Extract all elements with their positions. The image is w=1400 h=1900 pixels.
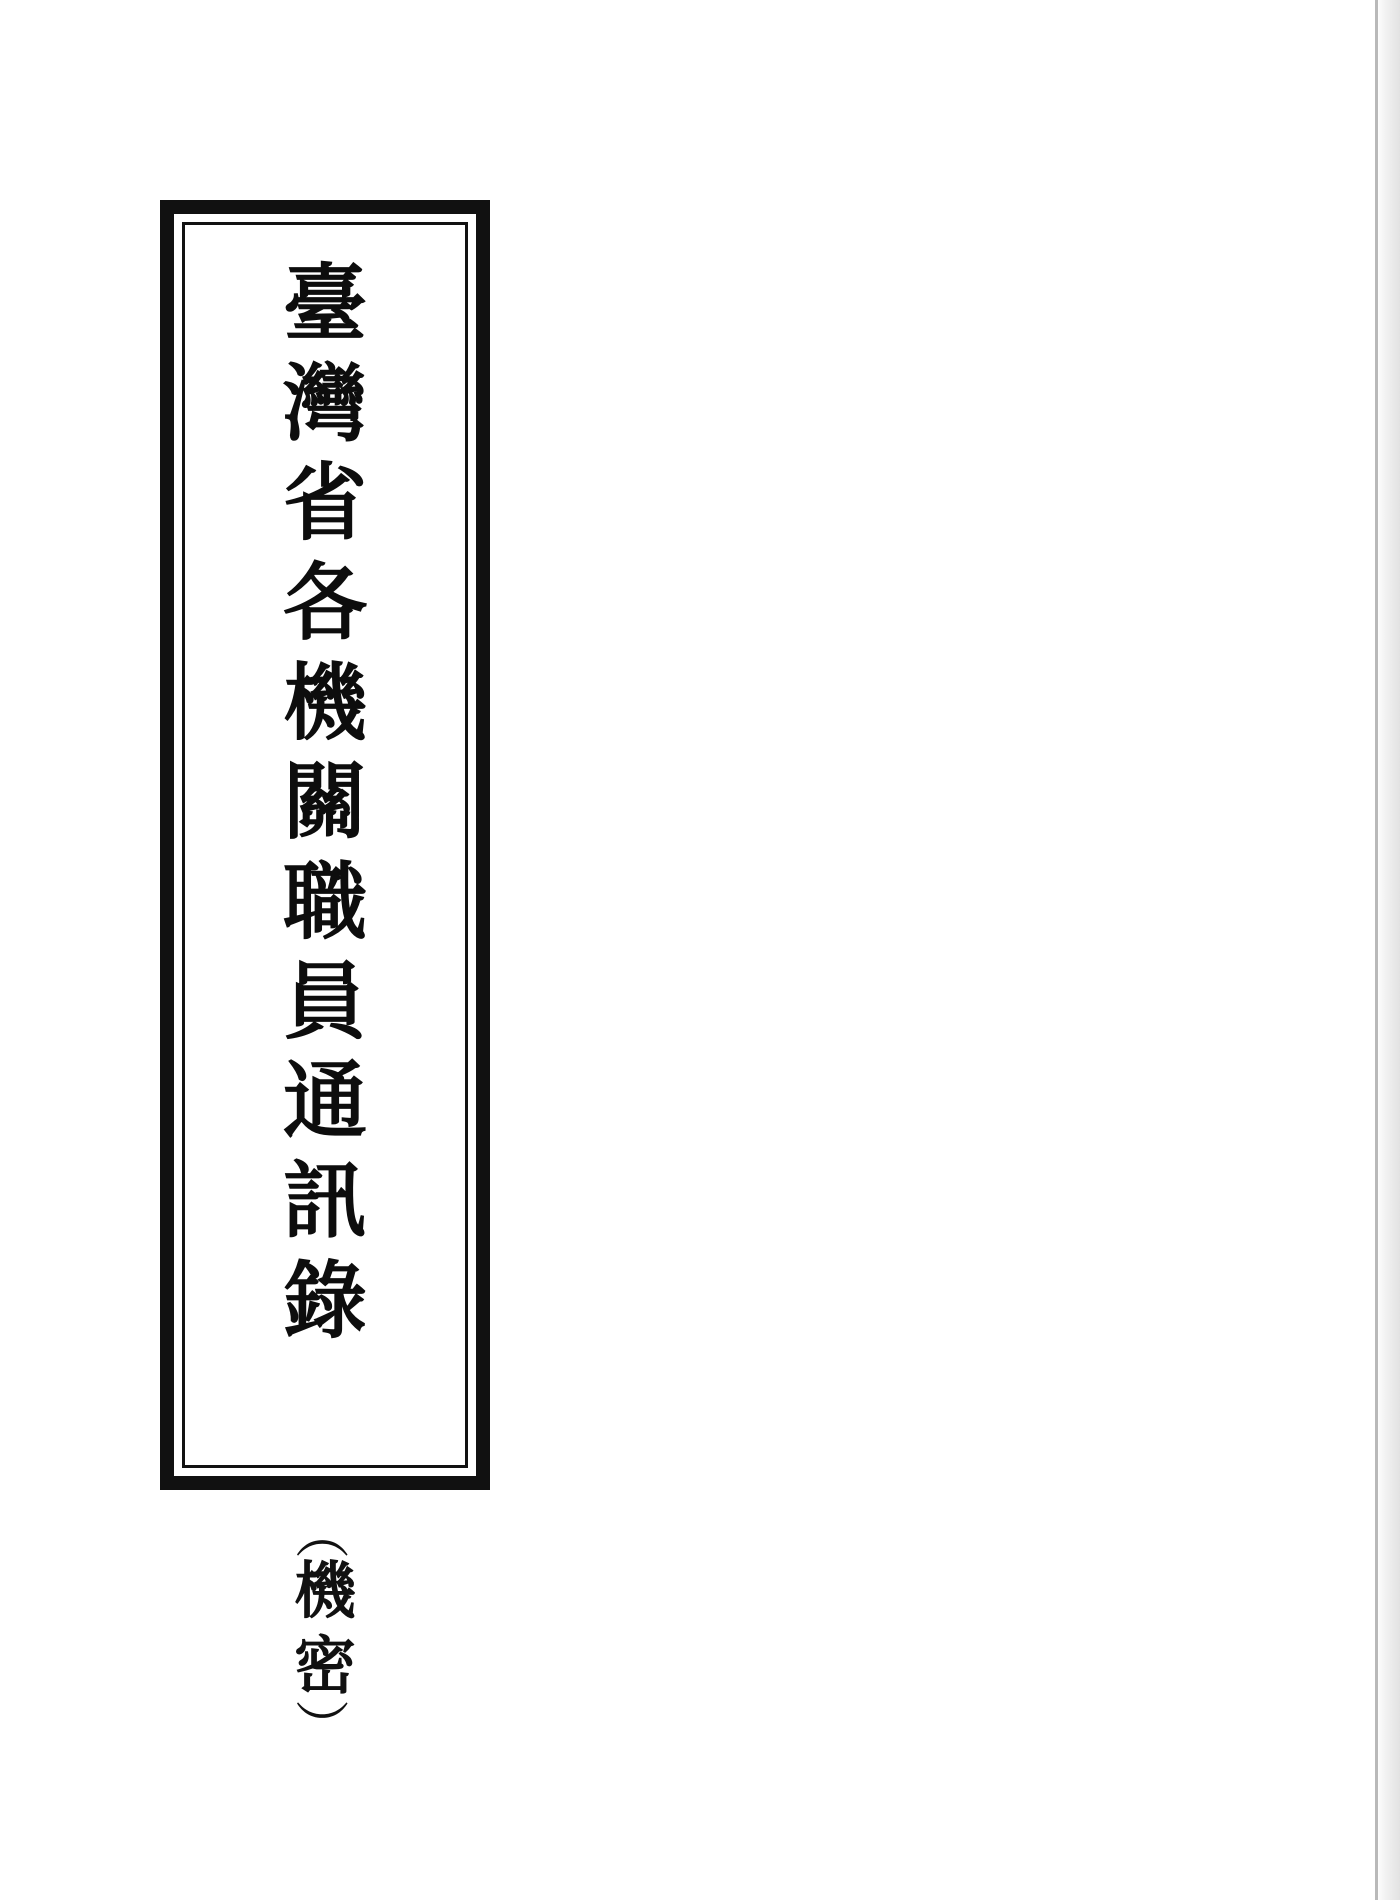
classification-close-paren: ） <box>289 1698 352 1753</box>
title-char-3: 省 <box>282 453 367 553</box>
title-cartouche-gap <box>174 214 476 1476</box>
title-char-8: 員 <box>282 951 367 1051</box>
classification-mark <box>160 1505 490 1753</box>
scan-edge-line <box>1375 0 1378 1900</box>
title-char-9: 通 <box>282 1051 367 1151</box>
scan-edge-shadow <box>1376 0 1400 1900</box>
title-cartouche-inner-border <box>182 222 468 1468</box>
title-char-7: 職 <box>282 852 367 952</box>
title-char-11: 錄 <box>282 1250 367 1350</box>
title-char-4: 各 <box>282 553 367 653</box>
title-char-1: 臺 <box>282 254 367 353</box>
title-cartouche-outer-border <box>160 200 490 1490</box>
page-title <box>185 225 465 1465</box>
title-char-6: 關 <box>282 752 367 852</box>
classification-char-2: 密 <box>293 1628 356 1702</box>
title-char-10: 訊 <box>282 1151 367 1251</box>
title-char-2: 灣 <box>282 353 367 453</box>
classification-open-paren: （ <box>289 1505 352 1559</box>
title-char-5: 機 <box>282 652 367 752</box>
classification-char-1: 機 <box>293 1554 356 1627</box>
